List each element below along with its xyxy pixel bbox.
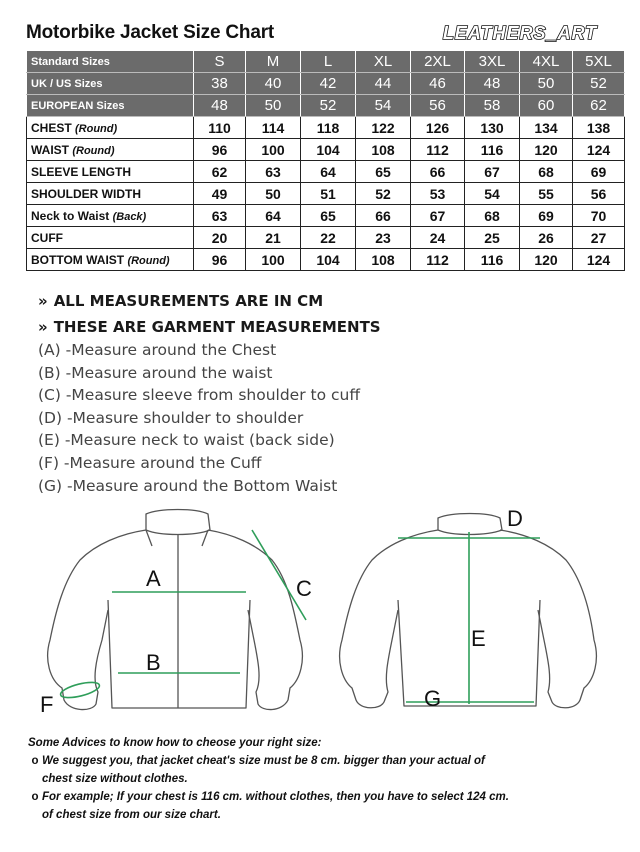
row-label-text: SLEEVE LENGTH	[31, 164, 132, 179]
measurement-cell: 138	[573, 117, 625, 139]
row-label	[27, 117, 194, 139]
measurement-cell: 64	[301, 161, 356, 183]
page-title: Motorbike Jacket Size Chart	[26, 22, 275, 43]
row-label-note: (Round)	[72, 144, 115, 157]
label-g: G	[424, 686, 442, 711]
measurement-cell: 51	[301, 183, 356, 205]
measurement-cell: 134	[520, 117, 573, 139]
size-cell: 40	[246, 73, 301, 95]
measurement-row	[27, 139, 625, 161]
measure-steps-list	[38, 339, 360, 497]
size-cell: 50	[520, 73, 573, 95]
measurement-cell: 21	[246, 227, 301, 249]
measurement-cell: 120	[520, 139, 573, 161]
measurement-cell: 23	[356, 227, 411, 249]
measurement-cell: 120	[520, 249, 573, 271]
note-item: » ALL MEASUREMENTS ARE IN CM	[38, 292, 324, 310]
measurement-row	[27, 227, 625, 249]
measurement-cell: 96	[194, 249, 246, 271]
measurement-cell: 53	[411, 183, 465, 205]
measurement-cell: 49	[194, 183, 246, 205]
step-chest: (A) -Measure around the Chest	[38, 341, 277, 359]
size-cell: 42	[301, 73, 356, 95]
measurement-cell: 104	[301, 249, 356, 271]
measurement-cell: 118	[301, 117, 356, 139]
jacket-front-illustration	[48, 510, 303, 710]
measurement-cell: 56	[573, 183, 625, 205]
step-neck-to-waist: (E) -Measure neck to waist (back side)	[38, 431, 335, 450]
row-label	[27, 183, 194, 205]
measurement-cell: 104	[301, 139, 356, 161]
size-cell: 56	[411, 95, 465, 117]
measurement-cell: 108	[356, 139, 411, 161]
size-cell: S	[194, 51, 246, 73]
measure-lines-front	[59, 530, 306, 701]
row-label	[27, 161, 194, 183]
measurement-cell: 110	[194, 117, 246, 139]
size-cell: 4XL	[520, 51, 573, 73]
measurement-cell: 96	[194, 139, 246, 161]
measurement-cell: 100	[246, 139, 301, 161]
advice-tip: o We suggest you, that jacket cheat's size must be 8 cm. bigger than your actual of	[31, 755, 485, 767]
row-label	[27, 249, 194, 271]
row-label-note: (Back)	[112, 210, 147, 223]
step-sleeve: (C) -Measure sleeve from shoulder to cuff	[38, 386, 361, 405]
measurement-cell: 124	[573, 139, 625, 161]
row-label-text: CHEST	[31, 120, 72, 135]
step-shoulder: (D) -Measure shoulder to shoulder	[38, 408, 304, 427]
brand-logo-text: LEATHERS_ART	[442, 23, 598, 43]
size-cell: 3XL	[465, 51, 520, 73]
size-cell: 58	[465, 95, 520, 117]
label-c: C	[296, 576, 312, 601]
measurement-cell: 65	[356, 161, 411, 183]
measurement-cell: 116	[465, 249, 520, 271]
notes-list	[38, 288, 381, 340]
measurement-row	[27, 161, 625, 183]
measurement-cell: 100	[246, 249, 301, 271]
measurement-cell: 63	[194, 205, 246, 227]
measurement-cell: 108	[356, 249, 411, 271]
measurement-cell: 122	[356, 117, 411, 139]
size-cell: 5XL	[573, 51, 625, 73]
size-cell: 48	[465, 73, 520, 95]
size-advice	[28, 734, 509, 824]
measurement-row	[27, 183, 625, 205]
label-d: D	[507, 506, 523, 531]
measurement-cell: 65	[301, 205, 356, 227]
size-cell: 48	[194, 95, 246, 117]
measurement-cell: 66	[356, 205, 411, 227]
measurement-cell: 116	[465, 139, 520, 161]
measurement-cell: 24	[411, 227, 465, 249]
measurement-cell: 52	[356, 183, 411, 205]
measure-lines-back	[398, 532, 540, 704]
measurement-cell: 70	[573, 205, 625, 227]
measurement-cell: 69	[573, 161, 625, 183]
note-item: » THESE ARE GARMENT MEASUREMENTS	[38, 318, 381, 336]
size-header-row	[27, 51, 625, 73]
measurement-cell: 67	[411, 205, 465, 227]
row-label-note: (Round)	[127, 254, 170, 267]
measurement-cell: 69	[520, 205, 573, 227]
measurement-cell: 55	[520, 183, 573, 205]
measurement-cell: 66	[411, 161, 465, 183]
measurement-cell: 112	[411, 139, 465, 161]
measurement-cell: 124	[573, 249, 625, 271]
size-header-row	[27, 73, 625, 95]
row-label: Standard Sizes	[27, 51, 194, 73]
measurement-cell: 67	[465, 161, 520, 183]
measurement-cell: 126	[411, 117, 465, 139]
size-cell: 50	[246, 95, 301, 117]
step-bottom-waist: (G) -Measure around the Bottom Waist	[38, 476, 338, 495]
jacket-diagram	[0, 500, 640, 730]
row-label-text: BOTTOM WAIST	[31, 252, 125, 267]
jacket-back-illustration	[340, 514, 597, 708]
label-f: F	[40, 692, 54, 717]
size-cell: M	[246, 51, 301, 73]
measurement-cell: 130	[465, 117, 520, 139]
measurement-row	[27, 249, 625, 271]
row-label-note: (Round)	[75, 122, 118, 135]
measurement-row	[27, 117, 625, 139]
row-label-text: SHOULDER WIDTH	[31, 186, 141, 201]
size-cell: L	[301, 51, 356, 73]
measurement-cell: 27	[573, 227, 625, 249]
row-label-text: CUFF	[31, 230, 63, 245]
size-cell: 46	[411, 73, 465, 95]
measurement-cell: 26	[520, 227, 573, 249]
row-label-text: Neck to Waist	[31, 208, 110, 223]
measurement-row	[27, 205, 625, 227]
label-e: E	[471, 626, 486, 651]
size-cell: 62	[573, 95, 625, 117]
row-label: UK / US Sizes	[27, 73, 194, 95]
size-cell: 52	[301, 95, 356, 117]
size-cell: XL	[356, 51, 411, 73]
advice-tip-cont: chest size without clothes.	[42, 773, 188, 785]
measurement-cell: 22	[301, 227, 356, 249]
measurement-cell: 114	[246, 117, 301, 139]
size-header-row	[27, 95, 625, 117]
measurement-cell: 20	[194, 227, 246, 249]
measurement-cell: 68	[465, 205, 520, 227]
measurement-cell: 68	[520, 161, 573, 183]
row-label-text: WAIST	[31, 142, 69, 157]
step-waist: (B) -Measure around the waist	[38, 363, 273, 382]
label-b: B	[146, 650, 161, 675]
brand-logo	[428, 22, 612, 44]
advice-heading: Some Advices to know how to cheose your right size:	[28, 737, 322, 749]
advice-tip: o For example; If your chest is 116 cm. without clothes, then you have to select 124 cm.	[31, 791, 509, 803]
size-cell: 52	[573, 73, 625, 95]
size-chart-table	[26, 50, 625, 271]
measurement-cell: 63	[246, 161, 301, 183]
size-cell: 2XL	[411, 51, 465, 73]
measurement-cell: 50	[246, 183, 301, 205]
measurement-cell: 112	[411, 249, 465, 271]
measurement-cell: 54	[465, 183, 520, 205]
step-cuff: (F) -Measure around the Cuff	[38, 453, 262, 472]
row-label	[27, 227, 194, 249]
size-cell: 38	[194, 73, 246, 95]
size-cell: 54	[356, 95, 411, 117]
row-label	[27, 205, 194, 227]
advice-tip-cont: of chest size from our size chart.	[42, 809, 221, 821]
measurement-cell: 62	[194, 161, 246, 183]
label-a: A	[146, 566, 161, 591]
size-cell: 60	[520, 95, 573, 117]
row-label: EUROPEAN Sizes	[27, 95, 194, 117]
row-label	[27, 139, 194, 161]
size-cell: 44	[356, 73, 411, 95]
measurement-cell: 25	[465, 227, 520, 249]
measurement-cell: 64	[246, 205, 301, 227]
